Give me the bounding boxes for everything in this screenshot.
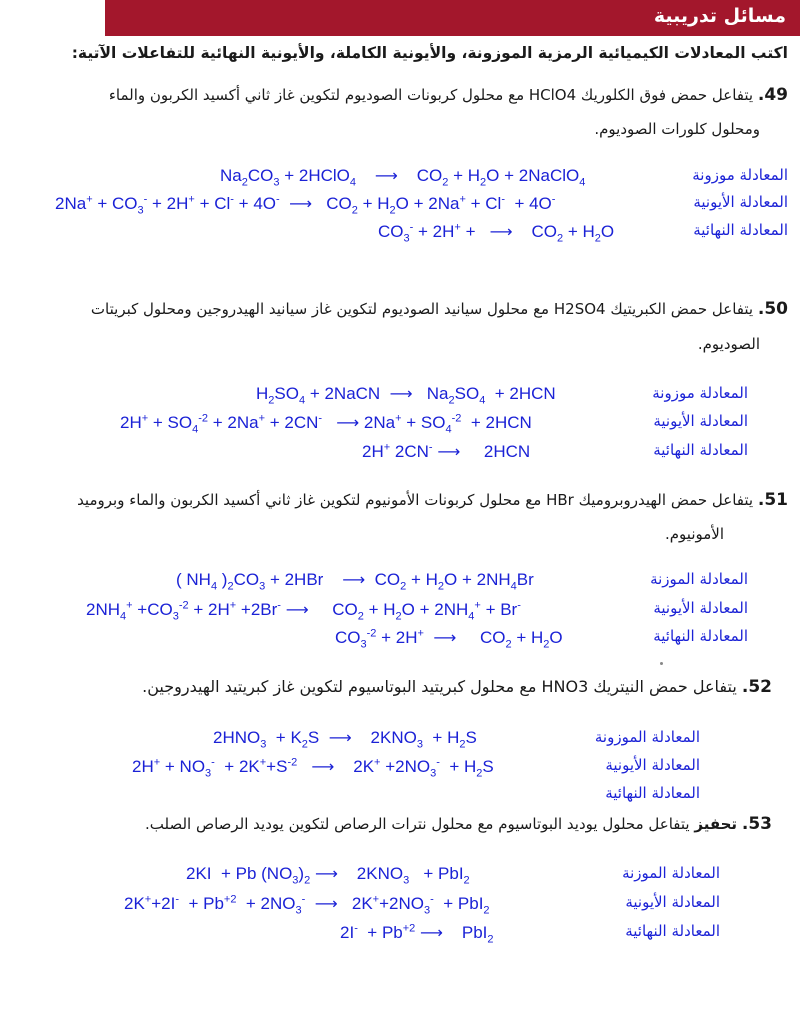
- question-53: [12, 813, 772, 835]
- label-ionic: المعادلة الأيونية: [653, 599, 748, 617]
- equation-ionic: [132, 756, 494, 779]
- question-text-cont: ومحلول كلورات الصوديوم.: [594, 120, 760, 138]
- question-52: [12, 676, 772, 698]
- question-number: 49.: [757, 85, 788, 105]
- equation-balanced: [256, 384, 556, 406]
- label-balanced: المعادلة الموزنة: [650, 570, 748, 588]
- question-text-cont: الصوديوم.: [697, 335, 760, 353]
- question-text: يتفاعل حمض النيتريك HNO3 مع محلول كبريتيد البوتاسيوم لتكوين غاز كبريتيد الهيدروجين.: [142, 677, 737, 696]
- arrow-icon: ⟶: [314, 895, 338, 913]
- question-50: [8, 298, 788, 320]
- question-51: [8, 489, 788, 511]
- equation-net: [335, 627, 563, 650]
- arrow-icon: ⟶: [289, 195, 313, 213]
- arrow-icon: ⟶: [314, 866, 338, 883]
- question-number: 50.: [757, 299, 788, 319]
- label-balanced: المعادلة الموزونة: [594, 728, 700, 746]
- equation-text: $2NH_4^+ +CO_3^{-2} + 2H^+ +2Br^-$ ⟶ $CO_2 + H_2O + 2NH_4^+ + Br^-$: [86, 599, 521, 623]
- question-text: يتفاعل حمض الكبريتيك H2SO4 مع محلول سيانيد الصوديوم لتكوين غاز سيانيد الهيدروجين ومحلول كبريتات: [90, 300, 754, 318]
- label-ionic: المعادلة الأيونية: [625, 893, 720, 911]
- equation-ionic: [86, 599, 521, 622]
- label-ionic: المعادلة الأيونية: [653, 412, 748, 430]
- label-balanced: المعادلة الموزنة: [622, 864, 720, 882]
- label-balanced: المعادلة موزونة: [652, 384, 748, 402]
- label-net: المعادلة النهائية: [605, 784, 700, 802]
- arrow-icon: ⟶: [389, 386, 413, 403]
- arrow-icon: ⟶: [433, 629, 457, 647]
- arrow-icon: ⟶: [489, 223, 513, 241]
- label-ionic: المعادلة الأيونية: [693, 193, 788, 211]
- equation-text: $CO_3^- + 2H^+$ + ⟶ $CO_2 + H_2O$: [378, 221, 615, 245]
- question-text: يتفاعل حمض فوق الكلوريك HClO4 مع محلول كربونات الصوديوم لتكوين غاز ثاني أكسيد الكربون والماء: [108, 86, 754, 104]
- equation-text: $2H^+ + NO_3^- + 2K^++S^{-2}$ ⟶ $2K^+ +2NO_3^- + H_2S$: [132, 756, 494, 780]
- label-net: المعادلة النهائية: [653, 627, 748, 645]
- arrow-icon: ⟶: [342, 572, 366, 589]
- equation-text: $2K^++2I^- + Pb^{+2} + 2NO_3^-$ ⟶ $2K^++2NO_3^- + PbI_2$: [124, 893, 490, 917]
- equation-text: $H_2SO_4$ + 2NaCN ⟶ $Na_2SO_4 + 2HCN$: [256, 384, 556, 407]
- equation-balanced: [186, 864, 470, 886]
- equation-balanced: [213, 728, 477, 750]
- arrow-icon: ⟶: [437, 443, 461, 461]
- equation-ionic: [55, 193, 555, 216]
- arrow-icon: ⟶: [285, 601, 309, 619]
- question-number: 51.: [757, 490, 788, 510]
- equation-text: $CO_3^{-2} + 2H^+$ ⟶ $CO_2 + H_2O$: [335, 627, 563, 651]
- question-number: 53.: [741, 814, 772, 834]
- challenge-tag: تحفيز: [694, 815, 738, 833]
- equation-text: $2Na^+ + CO_3^- + 2H^+ + Cl^- + 4O^-$ ⟶ $CO_2 + H_2O + 2Na^+ + Cl^- + 4O^-$: [55, 193, 556, 217]
- header-bar: [105, 0, 800, 36]
- equation-text: 2KI + Pb $(NO_3)_2$ ⟶ $2KNO_3 + PbI_2$: [186, 864, 470, 887]
- label-net: المعادلة النهائية: [625, 922, 720, 940]
- equation-text: $2I^- + Pb^{+2}$ ⟶ PbI$_2$: [340, 922, 494, 946]
- question-text: يتفاعل محلول يوديد البوتاسيوم مع محلول نترات الرصاص لتكوين يوديد الرصاص الصلب.: [144, 815, 690, 833]
- label-ionic: المعادلة الأيونية: [605, 756, 700, 774]
- label-net: المعادلة النهائية: [653, 441, 748, 459]
- question-number: 52.: [741, 677, 772, 697]
- instruction: اكتب المعادلات الكيميائية الرمزية الموزونة، والأيونية الكاملة، والأيونية النهائية للتفاعلات الآتية:: [71, 44, 788, 62]
- equation-text: ( $NH_4$ )$_2CO_3 + 2HBr$ ⟶ $CO_2 + H_2O + 2NH_4Br$: [176, 570, 534, 593]
- arrow-icon: ⟶: [328, 730, 352, 747]
- equation-ionic: [124, 893, 490, 916]
- equation-balanced: [176, 570, 534, 592]
- question-49: [8, 84, 788, 106]
- equation-text: $Na_2CO_3$ + 2HClO$_4$ ⟶ $CO_2 + H_2O$ + 2NaClO$_4$: [220, 166, 586, 189]
- equation-net: [378, 221, 614, 244]
- page-mark: [660, 662, 663, 665]
- arrow-icon: ⟶: [374, 168, 398, 185]
- arrow-icon: ⟶: [420, 924, 443, 942]
- equation-net: [340, 922, 494, 945]
- equation-ionic: [120, 412, 532, 435]
- arrow-icon: ⟶: [311, 758, 335, 776]
- equation-text: $2HNO_3 + K_2S$ ⟶ $2KNO_3 + H_2S$: [213, 728, 477, 751]
- question-text: يتفاعل حمض الهيدروبروميك HBr مع محلول كربونات الأمونيوم لتكوين غاز ثاني أكسيد الكربون والماء وبروميد: [77, 491, 754, 509]
- arrow-icon: ⟶: [336, 414, 360, 432]
- label-balanced: المعادلة موزونة: [692, 166, 788, 184]
- header-title: مسائل تدريبية: [653, 5, 786, 27]
- equation-balanced: [220, 166, 585, 188]
- label-net: المعادلة النهائية: [693, 221, 788, 239]
- equation-net: [362, 441, 530, 462]
- question-text-cont: الأمونيوم.: [664, 525, 724, 543]
- equation-text: $2H^+ + SO_4^{-2} + 2Na^+ + 2CN^-$ ⟶ $2Na^+ + SO_4^{-2} + 2HCN$: [120, 412, 532, 436]
- equation-text: 2H+ 2CN- ⟶ 2HCN: [362, 441, 531, 461]
